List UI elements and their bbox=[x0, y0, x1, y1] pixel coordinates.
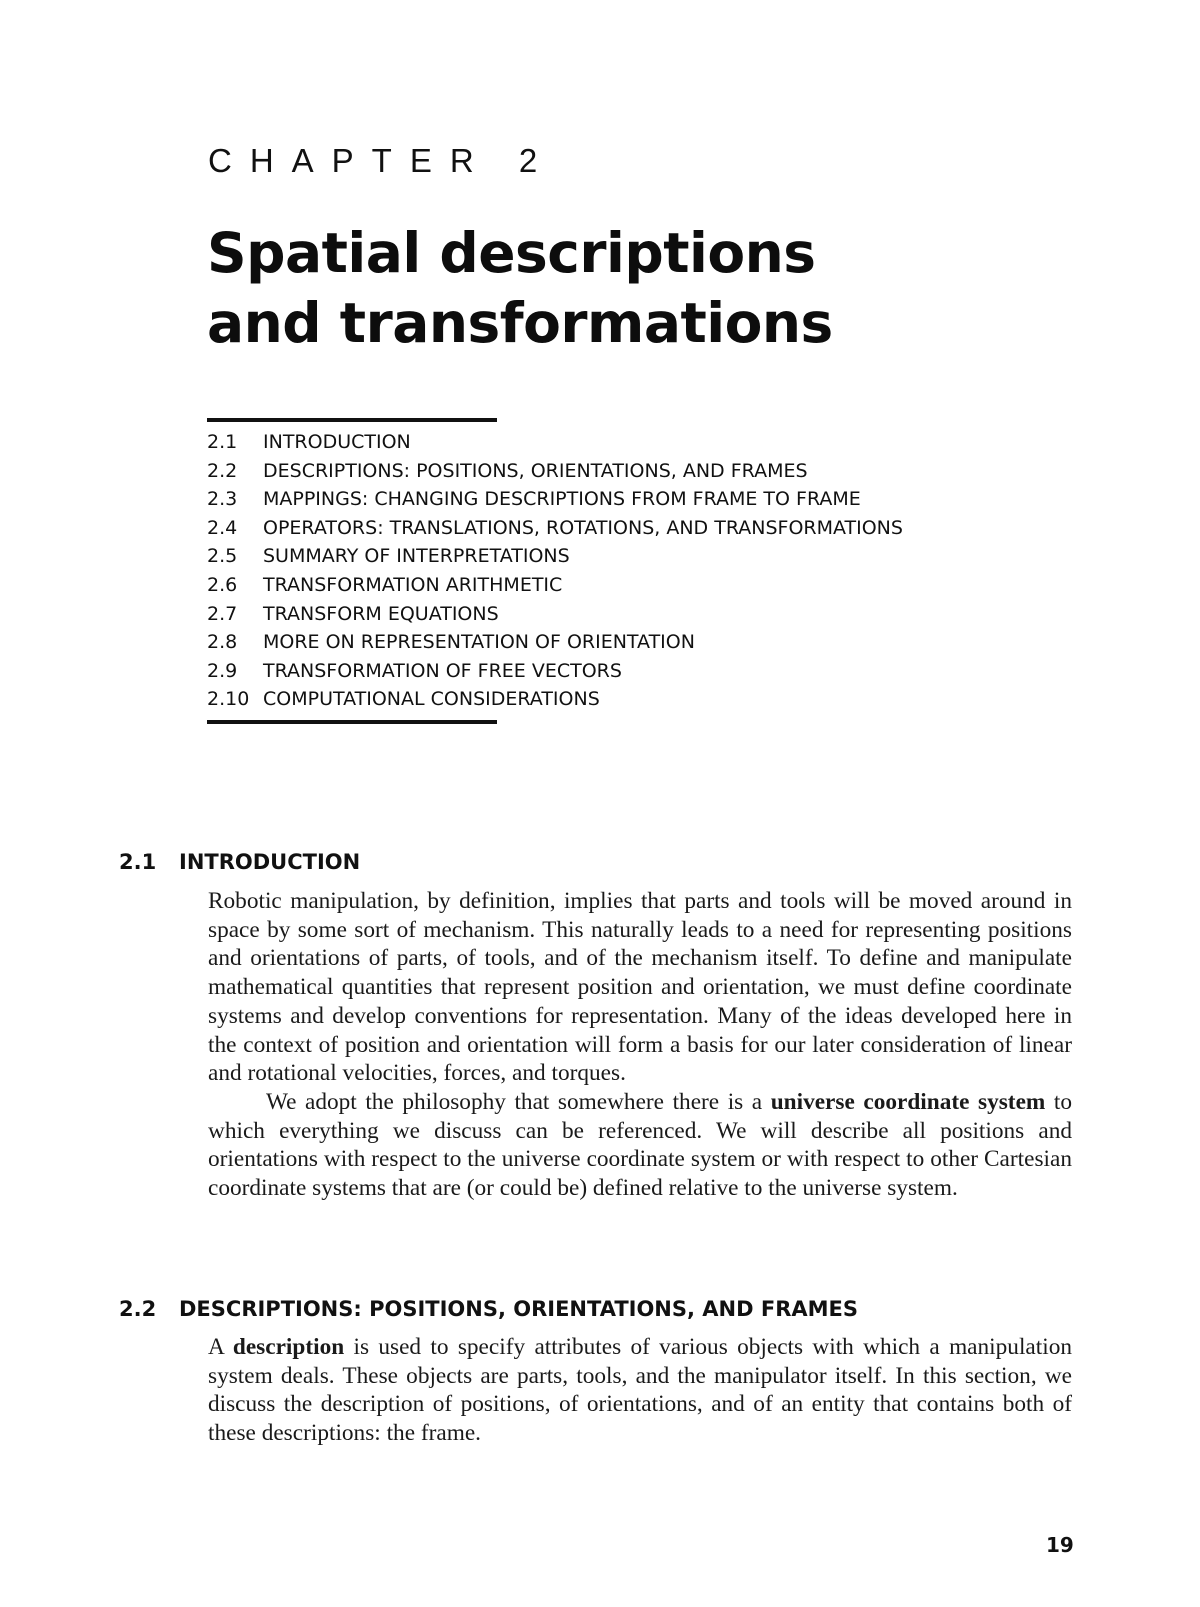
paragraph bbox=[208, 1088, 1072, 1203]
toc-item-title: TRANSFORMATION OF FREE VECTORS bbox=[263, 659, 622, 682]
section-number: 2.1 bbox=[119, 850, 157, 874]
introduction-body bbox=[208, 887, 1072, 1203]
toc-item-title: DESCRIPTIONS: POSITIONS, ORIENTATIONS, AND FRAMES bbox=[263, 459, 808, 482]
section-title: INTRODUCTION bbox=[179, 850, 361, 874]
table-of-contents bbox=[207, 428, 903, 714]
toc-item bbox=[207, 571, 903, 600]
section-heading-descriptions bbox=[119, 1297, 858, 1321]
toc-item bbox=[207, 685, 903, 714]
toc-item-number: 2.1 bbox=[207, 431, 238, 453]
toc-item bbox=[207, 600, 903, 629]
paragraph-text: to which everything we discuss can be referenced. We will describe all positions and orientations with respect to the universe coordinate system or with respect to other Cartesian coordinate systems that are (or could be) defined relative to the universe system. bbox=[208, 1088, 1072, 1202]
toc-item-number: 2.2 bbox=[207, 459, 238, 482]
chapter-label: CHAPTER 2 bbox=[208, 142, 556, 179]
toc-item-number: 2.6 bbox=[207, 573, 238, 596]
paragraph-text: A bbox=[208, 1334, 233, 1360]
toc-item bbox=[207, 657, 903, 686]
toc-item-number: 2.10 bbox=[207, 688, 250, 711]
toc-item-title: COMPUTATIONAL CONSIDERATIONS bbox=[263, 688, 600, 711]
toc-item-title: MORE ON REPRESENTATION OF ORIENTATION bbox=[263, 631, 695, 654]
toc-top-rule bbox=[207, 418, 497, 422]
bold-term: description bbox=[232, 1334, 345, 1360]
toc-item-number: 2.7 bbox=[207, 602, 238, 625]
paragraph-text: We adopt the philosophy that somewhere there is a bbox=[266, 1088, 771, 1115]
toc-item bbox=[207, 457, 903, 486]
toc-item bbox=[207, 428, 903, 457]
toc-item-number: 2.5 bbox=[207, 545, 238, 568]
toc-item-number: 2.4 bbox=[207, 516, 238, 539]
toc-item-title: OPERATORS: TRANSLATIONS, ROTATIONS, AND TRANSFORMATIONS bbox=[263, 516, 903, 539]
toc-item-title: TRANSFORMATION ARITHMETIC bbox=[263, 573, 563, 596]
toc-item-title: TRANSFORM EQUATIONS bbox=[263, 602, 499, 625]
toc-item-number: 2.9 bbox=[207, 659, 238, 682]
chapter-title-line-1: Spatial descriptions bbox=[207, 221, 816, 285]
section-title: DESCRIPTIONS: POSITIONS, ORIENTATIONS, AND FRAMES bbox=[179, 1297, 859, 1321]
paragraph: Robotic manipulation, by definition, implies that parts and tools will be moved around in space by some sort of mechanism. This naturally leads to a need for representing positions and orientations of parts, of tools, and of the mechanism itself. To define and manipulate mathematical quantities that represent position and orientation, we must define coordinate systems and develop conventions for representation. Many of the ideas developed here in the context of position and orientation will form a basis for our later consideration of linear and rotational velocities, forces, and torques. bbox=[208, 888, 1072, 1087]
toc-item-number: 2.8 bbox=[207, 631, 238, 654]
toc-item-title: MAPPINGS: CHANGING DESCRIPTIONS FROM FRAME TO FRAME bbox=[263, 488, 861, 511]
paragraph bbox=[208, 1333, 1072, 1448]
section-number: 2.2 bbox=[119, 1297, 157, 1321]
chapter-title bbox=[207, 218, 833, 358]
descriptions-body bbox=[208, 1333, 1072, 1448]
section-heading-introduction bbox=[119, 850, 360, 874]
toc-item-number: 2.3 bbox=[207, 488, 238, 511]
chapter-title-line-2: and transformations bbox=[207, 291, 833, 355]
bold-term: universe coordinate system bbox=[770, 1088, 1046, 1115]
toc-bottom-rule bbox=[207, 720, 497, 724]
page-number: 19 bbox=[1046, 1533, 1074, 1557]
toc-item bbox=[207, 514, 903, 543]
toc-item bbox=[207, 485, 903, 514]
toc-item bbox=[207, 542, 903, 571]
toc-item bbox=[207, 628, 903, 657]
paragraph-text: is used to specify attributes of various objects with which a manipulation system deals. These objects are parts, tools, and the manipulator itself. In this section, we discuss the description of positions, of orientations, and of an entity that contains both of these descriptions: the frame. bbox=[208, 1334, 1072, 1447]
toc-item-title: INTRODUCTION bbox=[263, 431, 411, 453]
toc-item-title: SUMMARY OF INTERPRETATIONS bbox=[263, 545, 570, 568]
